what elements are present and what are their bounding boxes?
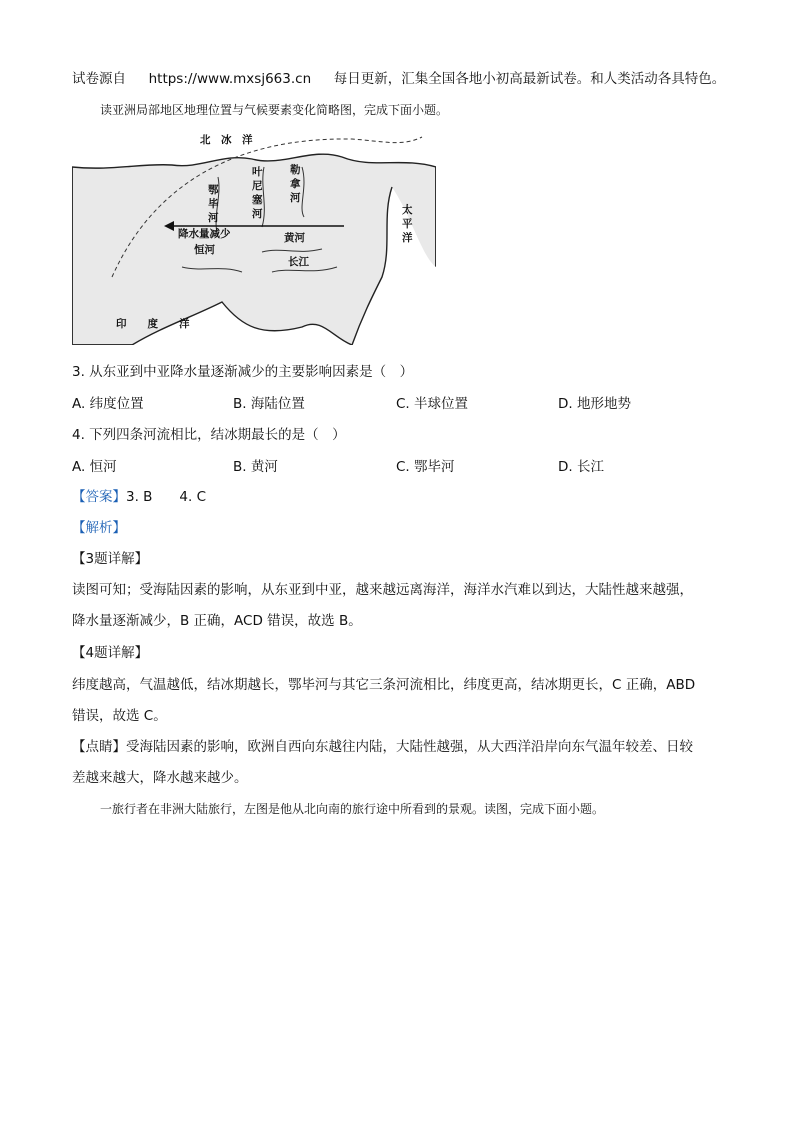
q3-option-a[interactable]: A. 纬度位置 <box>72 396 144 412</box>
map-label-lena-1: 勒 <box>290 164 301 176</box>
header-line <box>72 67 725 87</box>
q4-option-b[interactable]: B. 黄河 <box>233 459 278 475</box>
map-label-yenisei-3: 塞 <box>252 194 263 206</box>
q3-option-c[interactable]: C. 半球位置 <box>396 396 469 412</box>
q4-option-d[interactable]: D. 长江 <box>558 459 604 475</box>
q3-option-b[interactable]: B. 海陆位置 <box>233 396 305 412</box>
map-label-yenisei-4: 河 <box>252 208 263 220</box>
map-label-ob-2: 毕 <box>208 198 219 210</box>
map-label-pacific-2: 平 <box>402 218 413 230</box>
d3-tag: 【3题详解】 <box>72 551 149 567</box>
map-label-indian: 印 度 洋 <box>116 318 190 330</box>
d3-line-1: 读图可知；受海陆因素的影响，从东亚到中亚，越来越远离海洋，海洋水汽难以到达，大陆性越来越强， <box>72 582 693 598</box>
answer-text: 3. B 4. C <box>126 489 207 505</box>
d4-line-2: 错误，故选 C。 <box>72 708 167 724</box>
map-label-yangtze: 长江 <box>288 256 309 268</box>
map-label-pacific-1: 太 <box>402 204 413 216</box>
source-url[interactable]: https://www.mxsj663.cn <box>148 71 312 87</box>
map-label-yellow: 黄河 <box>284 232 305 244</box>
q3-stem: 3. 从东亚到中亚降水量逐渐减少的主要影响因素是（ ） <box>72 364 414 380</box>
source-label: 试卷源自 <box>72 71 126 87</box>
q4-option-a[interactable]: A. 恒河 <box>72 459 117 475</box>
answer-tag: 【答案】 <box>72 489 126 505</box>
header-tagline: 每日更新，汇集全国各地小初高最新试卷。和人类活动各具特色。 <box>333 71 726 87</box>
d4-tag: 【4题详解】 <box>72 645 149 661</box>
map-label-lena-3: 河 <box>290 192 301 204</box>
q4-stem: 4. 下列四条河流相比，结冰期最长的是（ ） <box>72 427 346 443</box>
map-label-yenisei-1: 叶 <box>252 166 263 178</box>
map-label-precip: 降水量减少 <box>178 228 231 240</box>
map-label-ganges: 恒河 <box>194 244 215 256</box>
map-label-arctic: 北 冰 洋 <box>200 134 253 146</box>
map-label-ob-1: 鄂 <box>208 184 219 196</box>
q4-option-c[interactable]: C. 鄂毕河 <box>396 459 455 475</box>
tip-tag: 【点睛】 <box>72 739 126 755</box>
d3-line-2: 降水量逐渐减少，B 正确，ACD 错误，故选 B。 <box>72 613 362 629</box>
next-intro: 一旅行者在非洲大陆旅行，左图是他从北向南的旅行途中所看到的景观。读图，完成下面小题。 <box>100 802 605 816</box>
map-label-ob-3: 河 <box>208 212 219 224</box>
answer-line <box>72 485 206 505</box>
tip-text-1: 受海陆因素的影响，欧洲自西向东越往内陆，大陆性越强，从大西洋沿岸向东气温年较差、日较 <box>126 739 693 755</box>
q3-option-d[interactable]: D. 地形地势 <box>558 396 631 412</box>
asia-map <box>72 127 436 345</box>
tip-line-2: 差越来越大，降水越来越少。 <box>72 770 248 786</box>
map-label-yenisei-2: 尼 <box>252 180 263 192</box>
map-intro: 读亚洲局部地区地理位置与气候要素变化简略图，完成下面小题。 <box>100 103 449 117</box>
analysis-tag: 【解析】 <box>72 520 126 536</box>
d4-line-1: 纬度越高，气温越低，结冰期越长，鄂毕河与其它三条河流相比，纬度更高，结冰期更长，C 正确，ABD <box>72 677 696 693</box>
tip-line-1 <box>72 735 693 755</box>
map-label-lena-2: 拿 <box>290 178 301 190</box>
map-label-pacific-3: 洋 <box>402 232 413 244</box>
